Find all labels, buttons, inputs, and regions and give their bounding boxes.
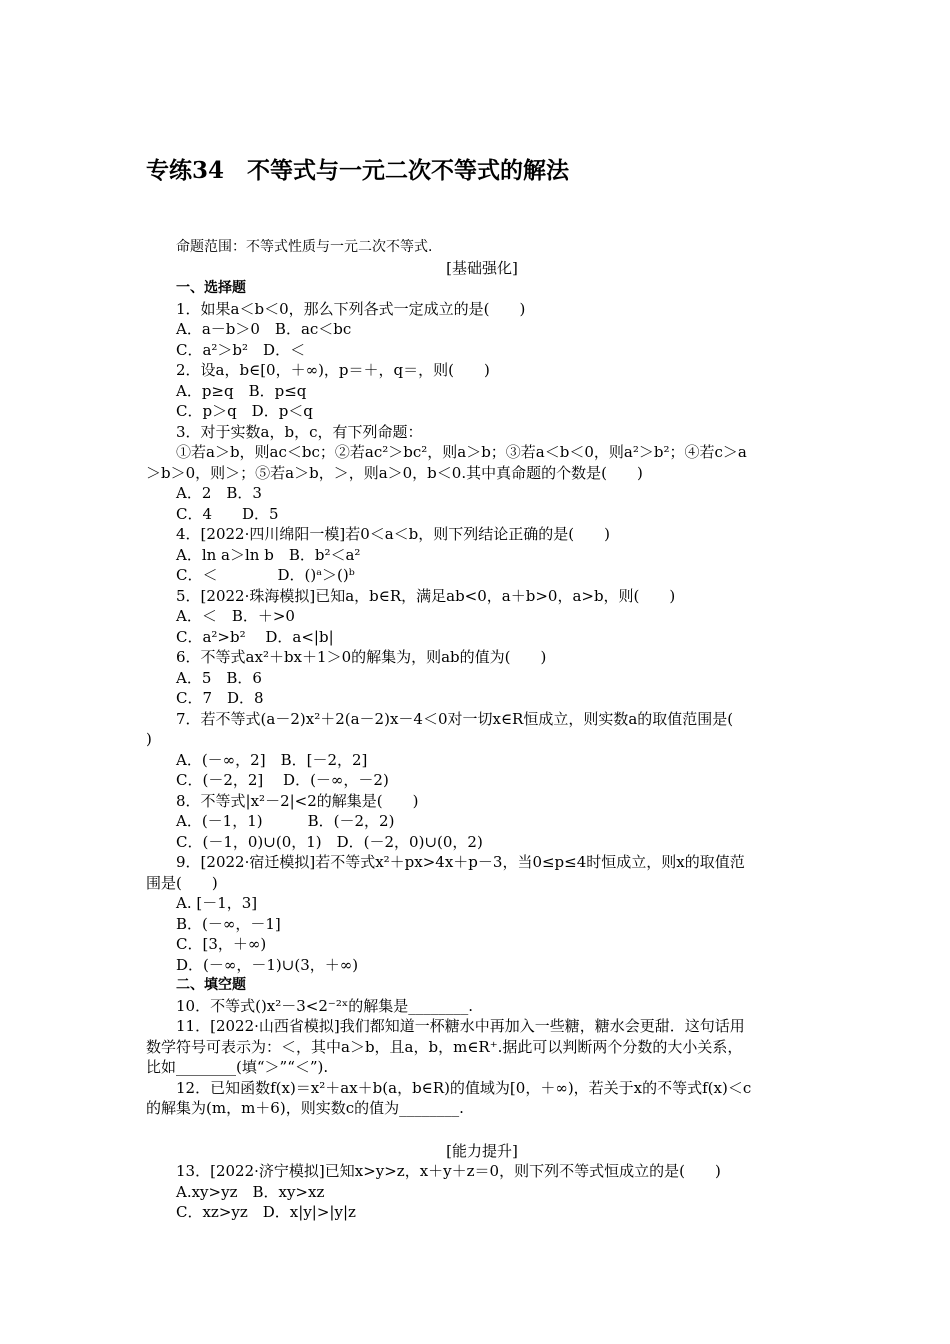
- question-line: A．a－b＞0 B．ac＜bc: [176, 320, 352, 338]
- question-line-continued: ＞b＞0，则＞；⑤若a＞b，＞，则a＞0，b＜0.其中真命题的个数是( ): [146, 463, 643, 482]
- question-line-continued: ): [146, 730, 152, 748]
- document-body: [146, 237, 818, 1223]
- question-line: A. [－1，3]: [176, 894, 258, 912]
- question-line: C．p＞q D．p＜q: [176, 402, 313, 420]
- spacer: [146, 1119, 818, 1141]
- question-line: 1．如果a＜b＜0，那么下列各式一定成立的是( ): [176, 299, 526, 318]
- question-line: B．(－∞，－1]: [176, 914, 281, 933]
- question-block-3: [146, 750, 818, 894]
- page-title: 专练34 不等式与一元二次不等式的解法: [146, 157, 570, 184]
- question-line: A．ln a＞ln b B．b²＜a²: [176, 545, 361, 564]
- question-line-continued: 围是( ): [146, 873, 218, 892]
- question-line: A．＜ B．＋>0: [176, 607, 295, 625]
- question-line: C．7 D．8: [176, 689, 264, 707]
- question-line-continued: 比如________(填“＞”“＜”).: [146, 1058, 329, 1076]
- question-line: 2．设a，b∈[0，＋∞)，p＝＋，q＝，则( ): [176, 361, 490, 379]
- question-line: 5．[2022·珠海模拟]已知a，b∈R，满足ab<0，a＋b>0，a>b，则( ): [176, 586, 676, 605]
- question-line: A．5 B．6: [176, 668, 262, 687]
- section-basic: [基础强化]: [446, 258, 518, 277]
- intro-text: 命题范围：不等式性质与一元二次不等式.: [176, 239, 433, 255]
- question-line: D．(－∞，－1)∪(3，＋∞): [176, 955, 359, 974]
- question-line: 4．[2022·四川绵阳一模]若0＜a＜b，则下列结论正确的是( ): [176, 525, 610, 543]
- question-line: 6．不等式ax²＋bx＋1＞0的解集为，则ab的值为( ): [176, 648, 547, 666]
- question-line: C．(－2，2] D．(－∞，－2): [176, 771, 389, 789]
- question-line: 7．若不等式(a－2)x²＋2(a－2)x－4＜0对一切x∈R恒成立，则实数a的取值范围是(: [176, 709, 734, 728]
- question-line: C．[3，＋∞): [176, 935, 267, 953]
- question-line: A．2 B．3: [176, 484, 262, 502]
- question-line: A．p≥q B．p≤q: [176, 381, 307, 400]
- question-line: A.xy>yz B．xy>xz: [176, 1182, 325, 1201]
- question-line: 3．对于实数a，b，c，有下列命题：: [176, 422, 423, 441]
- question-line: 12．已知函数f(x)＝x²＋ax＋b(a，b∈R)的值域为[0，＋∞)，若关于x的不等式f(x)＜c: [176, 1078, 752, 1097]
- question-line: C．4 D．5: [176, 504, 279, 523]
- question-line: C．xz>yz D．x|y|>|y|z: [176, 1203, 356, 1221]
- question-block-5: [146, 1161, 818, 1223]
- question-block-2: [146, 483, 818, 750]
- question-line: 8．不等式|x²－2|<2的解集是( ): [176, 791, 419, 810]
- question-block-4: [146, 893, 818, 975]
- question-line: C．a²>b² D．a<|b|: [176, 627, 334, 646]
- question-line: A．(－∞，2] B．[－2，2]: [176, 750, 368, 769]
- heading-fill: 二、填空题: [176, 977, 246, 993]
- section-advanced: [能力提升]: [446, 1141, 518, 1160]
- question-line: C．＜ D．()ᵃ＞()ᵇ: [176, 566, 355, 584]
- question-line: C．(－1，0)∪(0，1) D．(－2，0)∪(0，2): [176, 832, 483, 851]
- question-line: A．(－1，1) B．(－2，2): [176, 812, 395, 830]
- question-line-continued: 的解集为(m，m＋6)，则实数c的值为________.: [146, 1099, 464, 1117]
- question-block-1: [146, 299, 818, 484]
- heading-choice: 一、选择题: [176, 280, 246, 296]
- question-line: 9．[2022·宿迁模拟]若不等式x²＋px>4x＋p－3，当0≤p≤4时恒成立，则x的取值范: [176, 853, 745, 871]
- question-line: ①若a＞b，则ac＜bc；②若ac²＞bc²，则a＞b；③若a＜b＜0，则a²＞b²；④若c＞a: [176, 443, 747, 461]
- question-line: 11．[2022·山西省模拟]我们都知道一杯糖水中再加入一些糖，糖水会更甜．这句话用: [176, 1017, 745, 1035]
- question-line: 13．[2022·济宁模拟]已知x>y>z，x＋y＋z＝0，则下列不等式恒成立的是( ): [176, 1162, 721, 1180]
- question-line-continued: 数学符号可表示为：＜，其中a＞b，且a，b，m∈R⁺.据此可以判断两个分数的大小关系，: [146, 1037, 743, 1056]
- question-line: C．a²＞b² D．＜: [176, 340, 306, 359]
- question-line: 10．不等式()x²－3<2⁻²ˣ的解集是________.: [176, 996, 473, 1015]
- fill-block: [146, 996, 818, 1119]
